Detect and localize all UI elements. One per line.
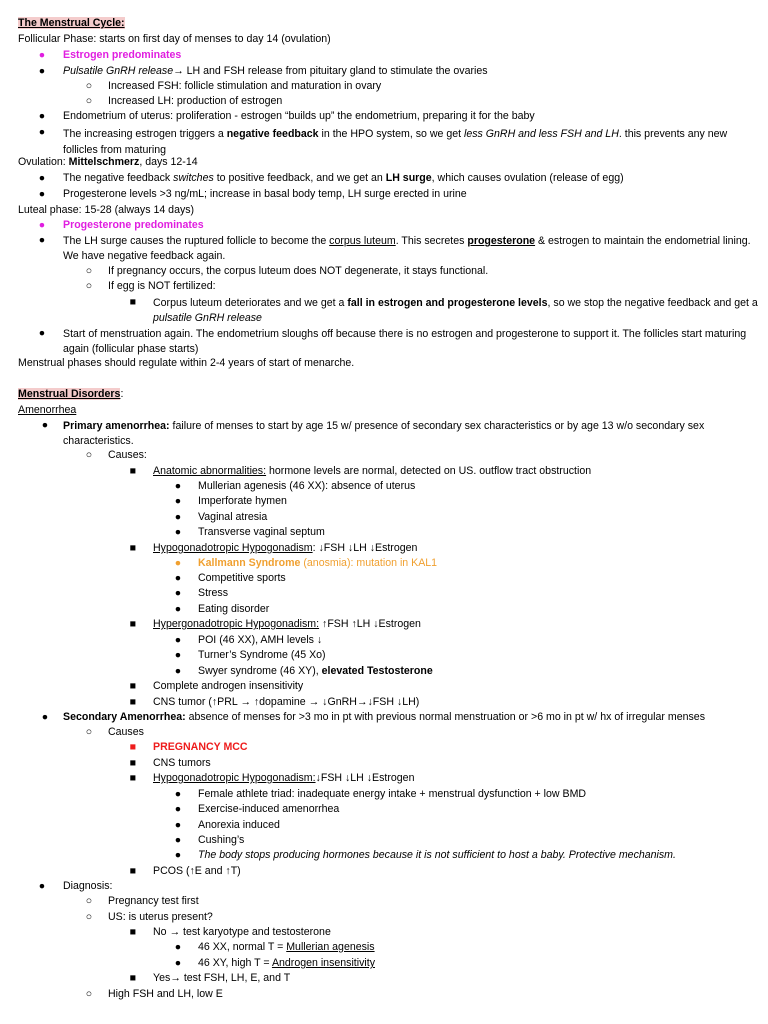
bullet-disc-icon: ● — [38, 219, 46, 231]
bullet-disc-icon: ● — [38, 327, 46, 339]
bullet-square-icon: ■ — [129, 972, 137, 984]
bullet-square-icon: ■ — [129, 772, 137, 784]
bullet-disc-icon: ● — [174, 587, 182, 599]
bullet-disc-icon: ● — [174, 941, 182, 953]
bullet-circle-icon: ○ — [85, 726, 93, 738]
bullet-disc-icon: ● — [174, 495, 182, 507]
list-item: ● The LH surge causes the ruptured follicle to become the corpus luteum. This secretes progesterone & estrogen to maintain the endometrial lining. We have negative feedback again. — [38, 234, 751, 262]
bullet-disc-icon: ● — [41, 419, 49, 431]
bullet-disc-icon: ● — [41, 711, 49, 723]
bullet-disc-icon: ● — [38, 880, 46, 892]
bullet-disc-icon: ● — [38, 49, 46, 61]
bullet-disc-icon: ● — [174, 526, 182, 538]
section-heading-menstrual-cycle: The Menstrual Cycle: — [18, 17, 125, 29]
bullet-disc-icon: ● — [174, 557, 182, 569]
bullet-square-icon: ■ — [129, 296, 137, 308]
bullet-circle-icon: ○ — [85, 895, 93, 907]
luteal-phase-line: Luteal phase: 15-28 (always 14 days) — [18, 204, 195, 216]
bullet-square-icon: ■ — [129, 741, 137, 753]
bullet-circle-icon: ○ — [85, 280, 93, 292]
list-item: ● Primary amenorrhea: failure of menses to start by age 15 w/ presence of secondary sex characteristics or by age 13 w/o secondary sex characteristics. — [41, 419, 705, 447]
regulate-line: Menstrual phases should regulate within 2-4 years of start of menarche. — [18, 357, 355, 369]
bullet-disc-icon: ● — [174, 511, 182, 523]
bullet-square-icon: ■ — [129, 757, 137, 769]
bullet-square-icon: ■ — [129, 865, 137, 877]
bullet-disc-icon: ● — [174, 649, 182, 661]
bullet-square-icon: ■ — [129, 696, 137, 708]
subheading-amenorrhea: Amenorrhea — [18, 404, 77, 416]
bullet-disc-icon: ● — [174, 957, 182, 969]
bullet-disc-icon: ● — [174, 634, 182, 646]
bullet-square-icon: ■ — [129, 542, 137, 554]
bullet-square-icon: ■ — [129, 465, 137, 477]
list-item: ● The increasing estrogen triggers a negative feedback in the HPO system, so we get less GnRH and less FSH and LH. this prevents any new follicles from maturing — [38, 126, 728, 156]
bullet-disc-icon: ● — [174, 819, 182, 831]
bullet-circle-icon: ○ — [85, 80, 93, 92]
list-item: ● Start of menstruation again. The endometrium sloughs off because there is no estrogen and progesterone to support it. The follicles start maturing again (follicular phase starts) — [38, 327, 747, 355]
bullet-disc-icon: ● — [174, 665, 182, 677]
document-page: The Menstrual Cycle: Follicular Phase: starts on first day of menses to day 14 (ovulation) ● Estrogen predominates ● Pulsatile GnRH release→ LH and FSH release from pituitary gland to stimulate the ovaries ○ Increased FSH: follicle stimulation and maturation in ovary ○ Increased LH: production of estrogen ● Endometrium of uterus: proliferation - estrogen “builds up” the endometrium, preparing it for the baby ● The increasing estrogen triggers a negative feedback in the HPO system, so we get less GnRH and less FSH and LH. this prevents any new follicles from maturing Ovulation: Mittelschmerz, days 12-14 ● The negative feedback switches to positive feedback, and we get an LH surge, which causes ovulation (release of egg) ● Progesterone levels >3 ng/mL; increase in basal body temp, LH surge erected in urine Luteal phase: 15-28 (always 14 days) ● Progesterone predominates ● The LH surge causes the ruptured follicle to become the corpus luteum. This secretes progesterone & estrogen to maintain the endometrial lining. We have negative feedback again. ○ If pregnancy occurs, the corpus luteum does NOT degenerate, it stays functional. ○ If egg is NOT fertilized: ■ Corpus luteum deteriorates and we get a fall in estrogen and progesterone levels, so we stop the negative feedback and get a pulsatile GnRH release ● Start of menstruation again. The endometrium sloughs off because there is no estrogen and progesterone to support it. The follicles start maturing again (follicular phase starts) Menstrual phases should regulate within 2-4 years of start of menarche. Menstrual Disorders: Amenorrhea ● Primary amenorrhea: failure of menses to start by age 15 w/ presence of secondary sex characteristics or by age 13 w/o secondary sex characteristics. ○ Causes: ■ Anatomic abnormalities: hormone levels are normal, detected on US. outflow tract obstruction ● Mullerian agenesis (46 XX): absence of uterus ● Imperforate hymen ● Vaginal atresia ● Transverse vaginal septum ■ Hypogonadotropic Hypogonadism: ↓FSH ↓LH ↓Estrogen ● Kallmann Syndrome (anosmia): mutation in KAL1 ● Competitive sports ● Stress ● Eating disorder ■ Hypergonadotropic Hypogonadism: ↑FSH ↑LH ↓Estrogen ● POI (46 XX), AMH levels ↓ ● Turner’s Syndrome (45 Xo) ● Swyer syndrome (46 XY), elevated Testosterone ■ Complete androgen insensitivity ■ CNS tumor (↑PRL → ↑dopamine → ↓GnRH→↓FSH ↓LH) ● Secondary Amenorrhea: absence of menses for >3 mo in pt with previous normal menstruation or >6 mo in pt w/ hx of irregular menses ○ Causes ■ PREGNANCY MCC ■ CNS tumors ■ Hypogonadotropic Hypogonadism:↓FSH ↓LH ↓Estrogen ● Female athlete triad: inadequate energy intake + menstrual dysfunction + low BMD ● Exercise-induced amenorrhea ● Anorexia induced ● Cushing’s ● The body stops producing hormones because it is not sufficient to host a baby. Protective mechanism. ■ PCOS (↑E and ↑T) ● Diagnosis: ○ Pregnancy test first ○ US: is uterus present? ■ No → test karyotype and testosterone ● 46 XX, normal T = Mullerian agenesis ● 46 XY, high T = Androgen insensitivity ■ Yes→ test FSH, LH, E, and T ○ High FSH and LH, low E — [0, 0, 768, 1024]
bullet-disc-icon: ● — [174, 480, 182, 492]
bullet-circle-icon: ○ — [85, 911, 93, 923]
bullet-disc-icon: ● — [174, 803, 182, 815]
bullet-circle-icon: ○ — [85, 95, 93, 107]
bullet-circle-icon: ○ — [85, 988, 93, 1000]
bullet-disc-icon: ● — [38, 110, 46, 122]
section-heading-menstrual-disorders: Menstrual Disorders: — [18, 388, 124, 400]
bullet-square-icon: ■ — [129, 618, 137, 630]
bullet-disc-icon: ● — [38, 234, 46, 246]
bullet-disc-icon: ● — [38, 172, 46, 184]
bullet-disc-icon: ● — [174, 834, 182, 846]
bullet-circle-icon: ○ — [85, 449, 93, 461]
bullet-circle-icon: ○ — [85, 265, 93, 277]
bullet-square-icon: ■ — [129, 680, 137, 692]
ovulation-line: Ovulation: Mittelschmerz, days 12-14 — [18, 156, 198, 168]
bullet-disc-icon: ● — [174, 788, 182, 800]
bullet-disc-icon: ● — [38, 126, 46, 138]
bullet-disc-icon: ● — [38, 188, 46, 200]
list-item: ■ Corpus luteum deteriorates and we get a fall in estrogen and progesterone levels, so we stop the negative feedback and get a pulsatile GnRH release — [129, 296, 758, 324]
bullet-disc-icon: ● — [174, 849, 182, 861]
follicular-phase-line: Follicular Phase: starts on first day of menses to day 14 (ovulation) — [18, 33, 331, 45]
bullet-disc-icon: ● — [174, 603, 182, 615]
bullet-disc-icon: ● — [174, 572, 182, 584]
bullet-square-icon: ■ — [129, 926, 137, 938]
bullet-disc-icon: ● — [38, 65, 46, 77]
